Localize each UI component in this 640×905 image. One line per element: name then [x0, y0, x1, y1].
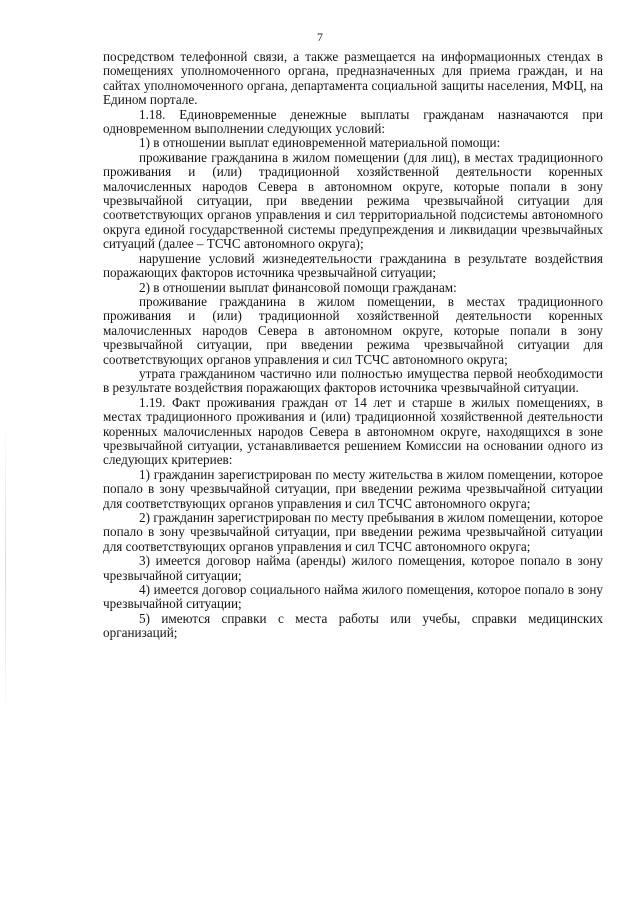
paragraph-clause-1-18: 1.18. Единовременные денежные выплаты гражданам назначаются при одновременном выполнении следующих условий:	[103, 106, 603, 137]
page-number: 7	[317, 30, 323, 44]
paragraph-residence-condition-financial: проживание гражданина в жилом помещении, в местах традиционного проживания и (или) традиционной хозяйственной деятельности коренных малочисленных народов Севера в автономном округе, которые попали в зону чрезвычайной ситуации, при введении режима чрезвычайной ситуации для соответствующих органов управления и сил ТСЧС автономного округа;	[103, 293, 603, 367]
document-body	[103, 50, 603, 641]
paragraph-residence-condition: проживание гражданина в жилом помещении (для лиц), в местах традиционного проживания и (или) традиционной хозяйственной деятельности коренных малочисленных народов Севера в автономном округе, которые попали в зону чрезвычайной ситуации, при введении режима чрезвычайной ситуации для соответствующих органов управления и сил территориальной подсистемы автономного округа единой государственной системы предупреждения и ликвидации чрезвычайных ситуаций (далее – ТСЧС автономного округа);	[103, 149, 603, 252]
paragraph-continuation: посредством телефонной связи, а также размещается на информационных стендах в помещениях уполномоченного органа, предназначенных для приема граждан, и на сайтах уполномоченного органа, департамента социальной защиты населения, МФЦ, на Едином портале.	[103, 49, 603, 108]
paragraph-criterion-5: 5) имеются справки с места работы или учебы, справки медицинских организаций;	[103, 610, 603, 641]
paragraph-criterion-1: 1) гражданин зарегистрирован по месту жительства в жилом помещении, которое попало в зону чрезвычайной ситуации, при введении режима чрезвычайной ситуации для соответствующих органов управления и сил ТСЧС автономного округа;	[103, 466, 603, 511]
paragraph-clause-1-19: 1.19. Факт проживания граждан от 14 лет и старше в жилых помещениях, в местах традиционного проживания и (или) традиционной хозяйственной деятельности коренных малочисленных народов Севера в автономном округе, находящихся в зоне чрезвычайной ситуации, устанавливается решением Комиссии на основании одного из следующих критериев:	[103, 394, 603, 468]
paragraph-item-2-financial-aid: 2) в отношении выплат финансовой помощи гражданам:	[139, 279, 457, 295]
paragraph-criterion-2: 2) гражданин зарегистрирован по месту пребывания в жилом помещении, которое попало в зону чрезвычайной ситуации, при введении режима чрезвычайной ситуации для соответствующих органов управления и сил ТСЧС автономного округа;	[103, 510, 603, 554]
scan-edge-shadow	[5, 420, 6, 720]
paragraph-property-loss: утрата гражданином частично или полностью имущества первой необходимости в результате воздействия поражающих факторов источника чрезвычайной ситуации.	[103, 365, 603, 396]
paragraph-criterion-3: 3) имеется договор найма (аренды) жилого помещения, которое попало в зону чрезвычайной ситуации;	[103, 553, 603, 583]
paragraph-living-conditions-violation: нарушение условий жизнедеятельности гражданина в результате воздействия поражающих факторов источника чрезвычайной ситуации;	[103, 250, 603, 281]
paragraph-criterion-4: 4) имеется договор социального найма жилого помещения, которое попало в зону чрезвычайной ситуации;	[103, 582, 603, 612]
paragraph-item-1-material-aid: 1) в отношении выплат единовременной материальной помощи:	[139, 135, 501, 151]
